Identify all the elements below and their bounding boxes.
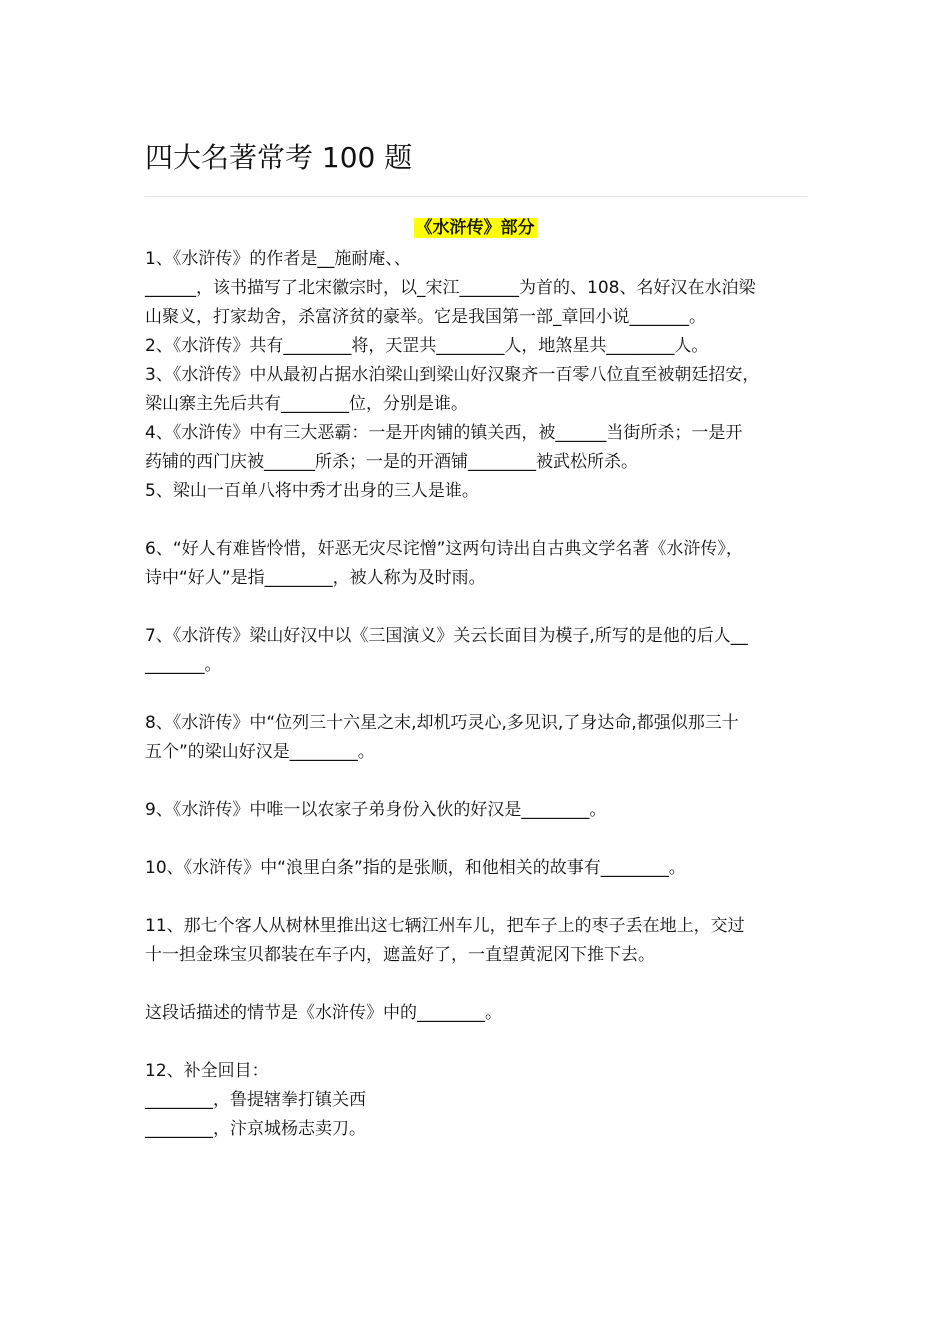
question-line: 诗中“好人”是指________，被人称为及时雨。	[145, 568, 486, 588]
question-line: 4、《水浒传》中有三大恶霸：一是开肉铺的镇关西，被______当街所杀；一是开	[145, 423, 743, 443]
question-line: 8、《水浒传》中“位列三十六星之末,却机巧灵心,多见识,了身达命,都强似那三十	[145, 713, 739, 733]
question-line: 十一担金珠宝贝都装在车子内，遮盖好了，一直望黄泥冈下推下去。	[145, 945, 655, 965]
question-line: 1、《水浒传》的作者是__施耐庵、、	[145, 249, 411, 269]
blank-line	[145, 970, 810, 999]
question-line: 2、《水浒传》共有________将，天罡共________人，地煞星共________人。	[145, 336, 709, 356]
question-line: 山聚义，打家劫舍，杀富济贫的豪举。它是我国第一部_章回小说_______。	[145, 307, 706, 327]
blank-line	[145, 1028, 810, 1057]
question-line: ________，鲁提辖拳打镇关西	[145, 1090, 366, 1110]
question-line: 5、梁山一百单八将中秀才出身的三人是谁。	[145, 481, 479, 501]
question-line: 3、《水浒传》中从最初占据水泊梁山到梁山好汉聚齐一百零八位直至被朝廷招安，	[145, 365, 760, 385]
question-line: 7、《水浒传》梁山好汉中以《三国演义》关云长面目为模子,所写的是他的后人__	[145, 626, 748, 646]
blank-line	[145, 883, 810, 912]
question-line: ______，该书描写了北宋徽宗时，以_宋江_______为首的、108、名好汉在水泊梁	[145, 278, 756, 298]
section-heading	[0, 216, 950, 240]
question-line: 10、《水浒传》中“浪里白条”指的是张顺，和他相关的故事有________。	[145, 858, 686, 878]
question-line: ________，汴京城杨志卖刀。	[145, 1119, 366, 1139]
question-line: 6、“好人有难皆怜惜，奸恶无灾尽诧憎”这两句诗出自古典文学名著《水浒传》，	[145, 539, 743, 559]
question-line: 12、补全回目：	[145, 1061, 269, 1081]
blank-line	[145, 593, 810, 622]
blank-line	[145, 680, 810, 709]
question-line: 梁山寨主先后共有________位，分别是谁。	[145, 394, 468, 414]
question-line: 这段话描述的情节是《水浒传》中的________。	[145, 1003, 502, 1023]
question-line: 9、《水浒传》中唯一以农家子弟身份入伙的好汉是________。	[145, 800, 607, 820]
blank-line	[145, 767, 810, 796]
title-divider	[145, 196, 807, 197]
question-list	[145, 245, 810, 1144]
question-line: 11、那七个客人从树林里推出这七辆江州车儿，把车子上的枣子丢在地上，交过	[145, 916, 745, 936]
blank-line	[145, 506, 810, 535]
question-line: _______。	[145, 655, 222, 675]
question-line: 药铺的西门庆被______所杀；一是的开酒铺________被武松所杀。	[145, 452, 638, 472]
question-line: 五个”的梁山好汉是________。	[145, 742, 375, 762]
page-title: 四大名著常考 100 题	[145, 141, 413, 174]
blank-line	[145, 825, 810, 854]
section-heading-text: 《水浒传》部分	[415, 218, 535, 238]
